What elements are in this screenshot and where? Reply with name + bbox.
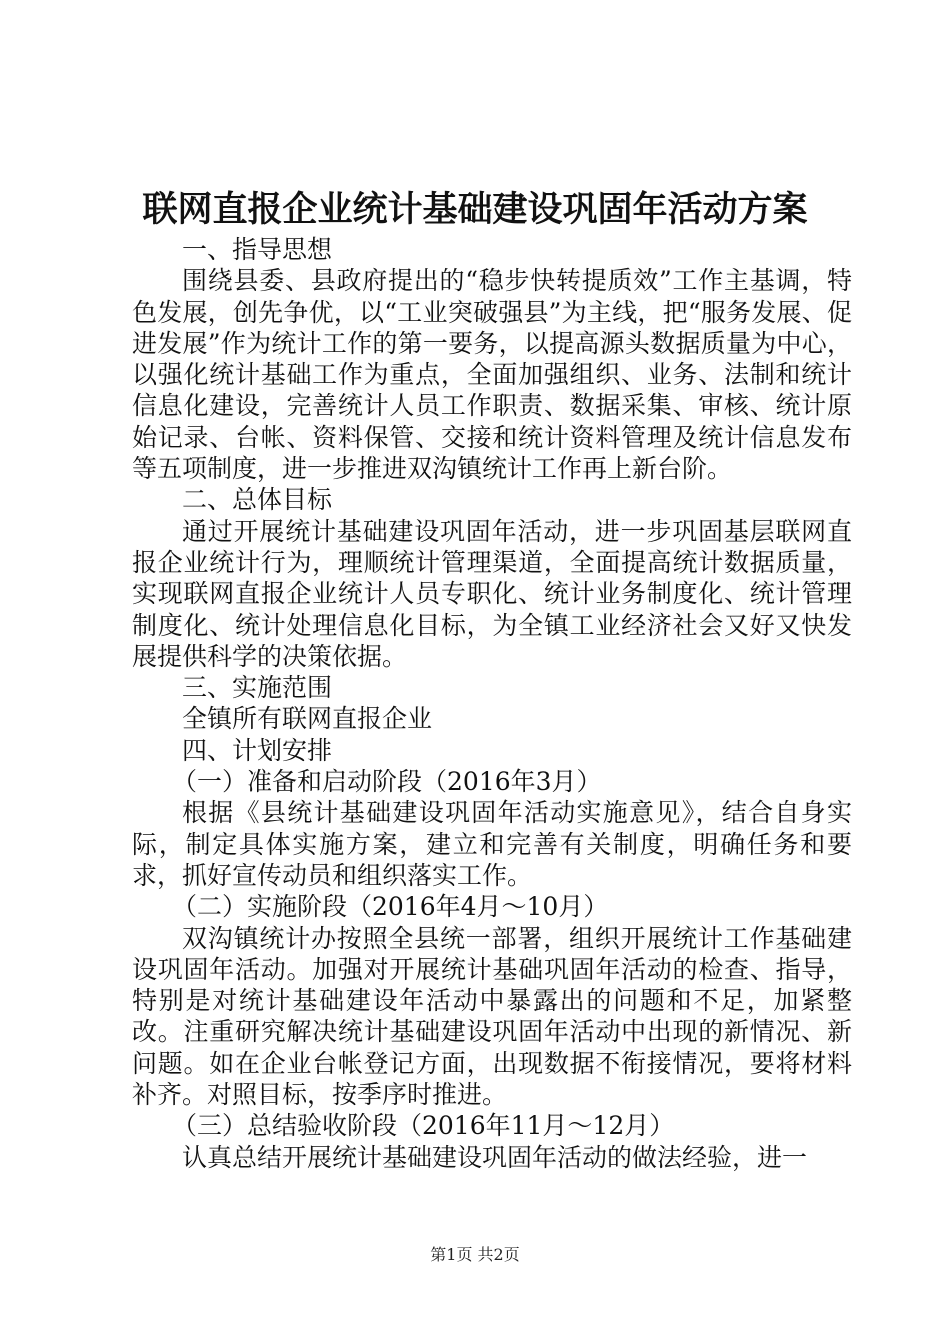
paragraph-implementation: 双沟镇统计办按照全县统一部署，组织开展统计工作基础建设巩固年活动。加强对开展统计基础巩固年活动的检查、指导，特别是对统计基础建设年活动中暴露出的问题和不足，加紧整改。注重研究解决统计基础建设巩固年活动中出现的新情况、新问题。如在企业台帐登记方面，出现数据不衔接情况，要将材料补齐。对照目标，按季序时推进。 [132,923,852,1110]
subsection-heading-implementation: （二）实施阶段（2016年4月～10月） [172,892,609,922]
page-footer: 第1页 共2页 [430,1245,520,1264]
section-heading-overall-goal: 二、总体目标 [182,485,333,515]
subsection-heading-summary: （三）总结验收阶段（2016年11月～12月） [172,1111,675,1141]
paragraph-overall-goal: 通过开展统计基础建设巩固年活动，进一步巩固基层联网直报企业统计行为，理顺统计管理渠道，全面提高统计数据质量，实现联网直报企业统计人员专职化、统计业务制度化、统计管理制度化、统计处理信息化目标，为全镇工业经济社会又好又快发展提供科学的决策依据。 [132,516,852,671]
section-heading-scope: 三、实施范围 [182,673,333,703]
paragraph-summary: 认真总结开展统计基础建设巩固年活动的做法经验，进一 [182,1142,808,1172]
section-heading-plan: 四、计划安排 [182,735,333,765]
paragraph-preparation: 根据《县统计基础建设巩固年活动实施意见》，结合自身实际，制定具体实施方案，建立和完善有关制度，明确任务和要求，抓好宣传动员和组织落实工作。 [132,798,852,890]
subsection-heading-preparation: （一）准备和启动阶段（2016年3月） [172,767,602,797]
document-title: 联网直报企业统计基础建设巩固年活动方案 [142,189,808,230]
document-body [132,234,852,1173]
section-heading-guiding-ideology: 一、指导思想 [182,235,333,264]
paragraph-scope: 全镇所有联网直报企业 [182,704,433,734]
paragraph-guiding-ideology: 围绕县委、县政府提出的“稳步快转提质效”工作主基调，特色发展，创先争优，以“工业突破强县”为主线，把“服务发展、促进发展”作为统计工作的第一要务，以提高源头数据质量为中心，以强化统计基础工作为重点，全面加强组织、业务、法制和统计信息化建设，完善统计人员工作职责、数据采集、审核、统计原始记录、台帐、资料保管、交接和统计资料管理及统计信息发布等五项制度，进一步推进双沟镇统计工作再上新台阶。 [132,266,852,484]
